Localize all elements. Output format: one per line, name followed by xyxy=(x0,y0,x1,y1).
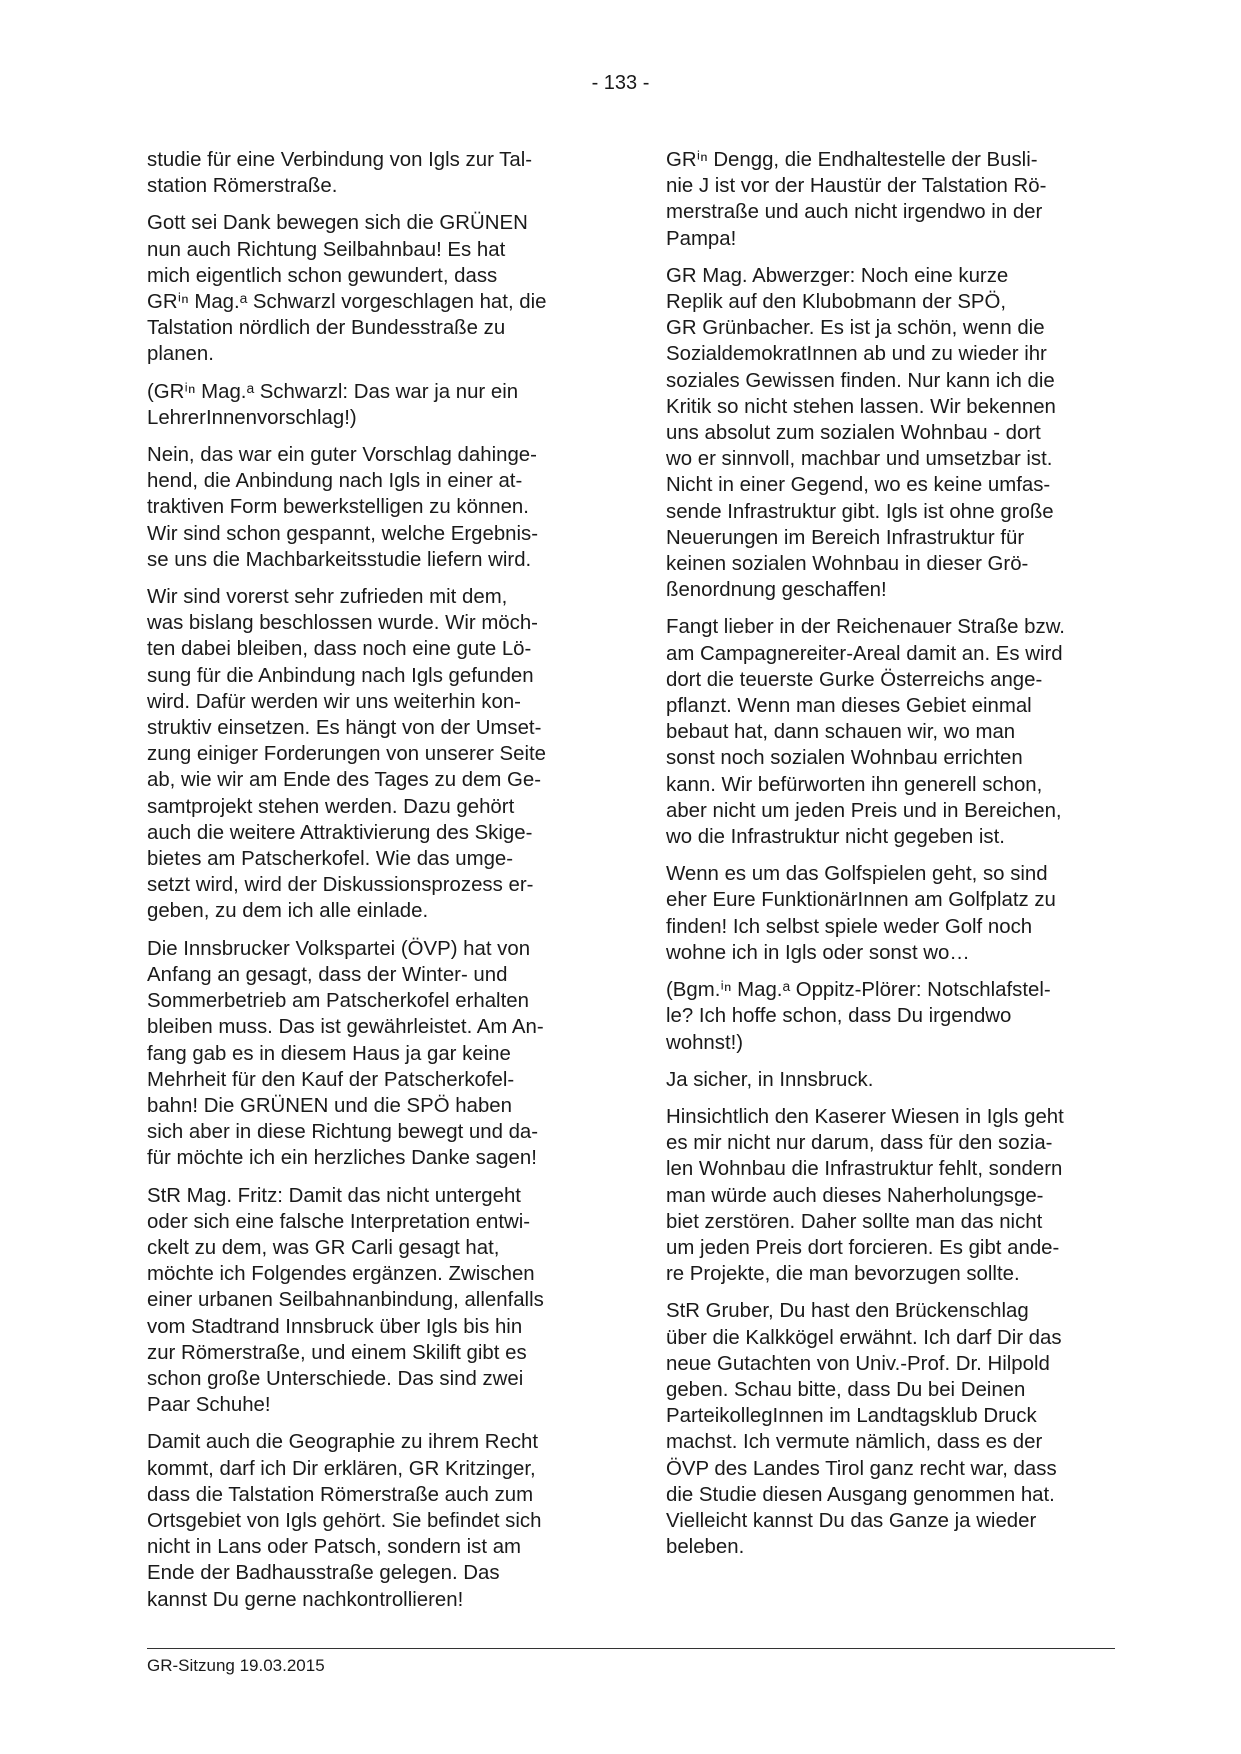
text-line: merstraße und auch nicht irgendwo in der xyxy=(666,201,1043,224)
text-line: sonst noch sozialen Wohnbau errichten xyxy=(666,747,1023,770)
page-number: - 133 - xyxy=(591,72,650,94)
paragraph xyxy=(147,210,597,367)
text-line: wo er sinnvoll, machbar und umsetzbar ist. xyxy=(666,448,1053,471)
text-line: bleiben muss. Das ist gewährleistet. Am An- xyxy=(147,1016,544,1039)
text-line: StR Gruber, Du hast den Brückenschlag xyxy=(666,1300,1029,1323)
text-line: se uns die Machbarkeitsstudie liefern wird. xyxy=(147,548,532,571)
text-line: Hinsichtlich den Kaserer Wiesen in Igls geht xyxy=(666,1105,1064,1128)
paragraph xyxy=(666,861,1116,966)
text-line: Ende der Badhausstraße gelegen. Das xyxy=(147,1562,500,1585)
text-line: hend, die Anbindung nach Igls in einer at- xyxy=(147,470,523,493)
text-line: Anfang an gesagt, dass der Winter- und xyxy=(147,963,508,986)
text-line: für möchte ich ein herzliches Danke sagen! xyxy=(147,1147,537,1170)
text-line: GRⁱⁿ Dengg, die Endhaltestelle der Busli- xyxy=(666,149,1038,171)
text-line: dort die teuerste Gurke Österreichs ange- xyxy=(666,668,1043,691)
text-line: Nein, das war ein guter Vorschlag dahinge- xyxy=(147,444,537,467)
text-line: GRⁱⁿ Mag.ᵃ Schwarzl vorgeschlagen hat, die xyxy=(147,291,547,314)
paragraph xyxy=(666,263,1116,604)
text-line: Vielleicht kannst Du das Ganze ja wieder xyxy=(666,1509,1037,1532)
text-line: biet zerstören. Daher sollte man das nicht xyxy=(666,1210,1043,1233)
text-line: kannst Du gerne nachkontrollieren! xyxy=(147,1588,464,1611)
text-line: (Bgm.ⁱⁿ Mag.ᵃ Oppitz-Plörer: Notschlafstel- xyxy=(666,979,1051,1002)
text-line: schon große Unterschiede. Das sind zwei xyxy=(147,1367,524,1390)
text-line: ParteikollegInnen im Landtagsklub Druck xyxy=(666,1405,1037,1428)
text-line: man würde auch dieses Naherholungsge- xyxy=(666,1184,1044,1207)
text-line: Fangt lieber in der Reichenauer Straße bzw. xyxy=(666,616,1065,639)
text-line: wohnst!) xyxy=(666,1031,744,1054)
paragraph xyxy=(147,379,597,431)
text-line: setzt wird, wird der Diskussionsprozess er- xyxy=(147,874,534,897)
text-line: bietes am Patscherkofel. Wie das umge- xyxy=(147,848,514,871)
text-line: machst. Ich vermute nämlich, dass es der xyxy=(666,1431,1043,1454)
text-line: le? Ich hoffe schon, dass Du irgendwo xyxy=(666,1005,1012,1028)
text-line: keinen sozialen Wohnbau in dieser Grö- xyxy=(666,553,1029,576)
paragraph xyxy=(147,936,597,1172)
text-line: studie für eine Verbindung von Igls zur Tal- xyxy=(147,149,533,171)
paragraph xyxy=(147,147,597,199)
footer-session-date: GR-Sitzung 19.03.2015 xyxy=(147,1656,325,1675)
text-line: Mehrheit für den Kauf der Patscherkofel- xyxy=(147,1068,515,1091)
text-line: sende Infrastruktur gibt. Igls ist ohne große xyxy=(666,500,1054,523)
text-line: ten dabei bleiben, dass noch eine gute Lö- xyxy=(147,638,532,661)
text-line: len Wohnbau die Infrastruktur fehlt, sondern xyxy=(666,1158,1063,1181)
text-line: traktiven Form bewerkstelligen zu können. xyxy=(147,496,529,519)
text-line: ÖVP des Landes Tirol ganz recht war, dass xyxy=(666,1457,1057,1480)
text-line: uns absolut zum sozialen Wohnbau - dort xyxy=(666,422,1041,445)
paragraph xyxy=(147,1183,597,1419)
paragraph xyxy=(666,977,1116,1056)
text-line: ckelt zu dem, was GR Carli gesagt hat, xyxy=(147,1236,500,1259)
text-line: es mir nicht nur darum, dass für den sozia- xyxy=(666,1132,1053,1155)
text-line: planen. xyxy=(147,343,214,366)
text-line: station Römerstraße. xyxy=(147,175,338,198)
text-line: auch die weitere Attraktivierung des Skige- xyxy=(147,821,533,844)
paragraph xyxy=(666,1104,1116,1287)
text-line: zung einiger Forderungen von unserer Seite xyxy=(147,743,547,766)
text-line: neue Gutachten von Univ.-Prof. Dr. Hilpold xyxy=(666,1352,1050,1375)
text-line: geben. Schau bitte, dass Du bei Deinen xyxy=(666,1378,1026,1401)
left-column xyxy=(147,147,597,1624)
text-line: bebaut hat, dann schauen wir, wo man xyxy=(666,721,1016,744)
text-line: möchte ich Folgendes ergänzen. Zwischen xyxy=(147,1263,535,1286)
text-line: vom Stadtrand Innsbruck über Igls bis hin xyxy=(147,1315,523,1338)
text-line: Wenn es um das Golfspielen geht, so sind xyxy=(666,863,1048,886)
paragraph xyxy=(666,1298,1116,1560)
text-line: wird. Dafür werden wir uns weiterhin kon- xyxy=(147,690,521,713)
text-line: finden! Ich selbst spiele weder Golf noch xyxy=(666,915,1033,938)
text-line: mich eigentlich schon gewundert, dass xyxy=(147,264,498,287)
text-line: LehrerInnenvorschlag!) xyxy=(147,406,357,429)
text-line: ßenordnung geschaffen! xyxy=(666,579,887,602)
text-line: fang gab es in diesem Haus ja gar keine xyxy=(147,1042,511,1065)
text-line: (GRⁱⁿ Mag.ᵃ Schwarzl: Das war ja nur ein xyxy=(147,380,519,403)
text-line: um jeden Preis dort forcieren. Es gibt ande- xyxy=(666,1236,1060,1259)
text-line: GR Mag. Abwerzger: Noch eine kurze xyxy=(666,264,1009,287)
text-line: am Campagnereiter-Areal damit an. Es wird xyxy=(666,642,1063,665)
text-line: über die Kalkkögel erwähnt. Ich darf Dir das xyxy=(666,1326,1062,1349)
text-line: zur Römerstraße, und einem Skilift gibt es xyxy=(147,1341,527,1364)
text-line: Kritik so nicht stehen lassen. Wir bekennen xyxy=(666,395,1056,418)
text-line: Ortsgebiet von Igls gehört. Sie befindet sich xyxy=(147,1509,542,1532)
text-line: sich aber in diese Richtung bewegt und da- xyxy=(147,1121,539,1144)
text-line: nie J ist vor der Haustür der Talstation Rö- xyxy=(666,175,1047,198)
text-line: Wir sind vorerst sehr zufrieden mit dem, xyxy=(147,586,508,609)
text-line: struktiv einsetzen. Es hängt von der Umset- xyxy=(147,717,542,740)
text-line: Neuerungen im Bereich Infrastruktur für xyxy=(666,526,1025,549)
text-line: Pampa! xyxy=(666,227,737,250)
text-line: SozialdemokratInnen ab und zu wieder ihr xyxy=(666,343,1047,366)
text-line: samtprojekt stehen werden. Dazu gehört xyxy=(147,795,515,818)
text-line: Paar Schuhe! xyxy=(147,1394,271,1417)
text-line: pflanzt. Wenn man dieses Gebiet einmal xyxy=(666,695,1032,718)
text-line: Damit auch die Geographie zu ihrem Recht xyxy=(147,1431,539,1454)
text-line: bahn! Die GRÜNEN und die SPÖ haben xyxy=(147,1094,512,1117)
paragraph xyxy=(147,584,597,925)
text-line: StR Mag. Fritz: Damit das nicht untergeht xyxy=(147,1184,521,1207)
text-line: Wir sind schon gespannt, welche Ergebnis- xyxy=(147,522,539,545)
text-line: nun auch Richtung Seilbahnbau! Es hat xyxy=(147,238,506,261)
paragraph xyxy=(666,147,1116,252)
text-line: dass die Talstation Römerstraße auch zum xyxy=(147,1483,534,1506)
paragraph xyxy=(147,442,597,573)
text-line: sung für die Anbindung nach Igls gefunden xyxy=(147,664,534,687)
text-line: Replik auf den Klubobmann der SPÖ, xyxy=(666,291,1007,314)
right-column xyxy=(666,147,1116,1571)
text-line: GR Grünbacher. Es ist ja schön, wenn die xyxy=(666,317,1045,340)
text-line: kommt, darf ich Dir erklären, GR Kritzinger, xyxy=(147,1457,536,1480)
text-line: Gott sei Dank bewegen sich die GRÜNEN xyxy=(147,212,528,235)
paragraph xyxy=(666,614,1116,850)
paragraph xyxy=(666,1067,1116,1093)
text-line: Nicht in einer Gegend, wo es keine umfas- xyxy=(666,474,1051,497)
text-line: Talstation nördlich der Bundesstraße zu xyxy=(147,317,506,340)
paragraph xyxy=(147,1429,597,1612)
text-line: aber nicht um jeden Preis und in Bereichen, xyxy=(666,799,1062,822)
text-line: oder sich eine falsche Interpretation entwi- xyxy=(147,1210,531,1233)
text-line: ab, wie wir am Ende des Tages zu dem Ge- xyxy=(147,769,542,792)
text-line: einer urbanen Seilbahnanbindung, allenfalls xyxy=(147,1289,544,1312)
text-line: Ja sicher, in Innsbruck. xyxy=(666,1068,874,1091)
text-line: kann. Wir befürworten ihn generell schon, xyxy=(666,773,1043,796)
text-line: soziales Gewissen finden. Nur kann ich die xyxy=(666,369,1055,392)
text-line: re Projekte, die man bevorzugen sollte. xyxy=(666,1263,1020,1286)
text-line: eher Eure FunktionärInnen am Golfplatz zu xyxy=(666,889,1056,912)
text-line: was bislang beschlossen wurde. Wir möch- xyxy=(147,612,538,635)
text-line: nicht in Lans oder Patsch, sondern ist am xyxy=(147,1536,522,1559)
text-line: geben, zu dem ich alle einlade. xyxy=(147,900,429,923)
footer-divider xyxy=(147,1648,1115,1649)
text-line: Die Innsbrucker Volkspartei (ÖVP) hat von xyxy=(147,937,531,960)
text-line: wo die Infrastruktur nicht gegeben ist. xyxy=(666,826,1005,849)
text-line: die Studie diesen Ausgang genommen hat. xyxy=(666,1483,1055,1506)
text-line: wohne ich in Igls oder sonst wo… xyxy=(666,941,970,964)
text-line: Sommerbetrieb am Patscherkofel erhalten xyxy=(147,990,529,1013)
text-line: beleben. xyxy=(666,1536,745,1559)
